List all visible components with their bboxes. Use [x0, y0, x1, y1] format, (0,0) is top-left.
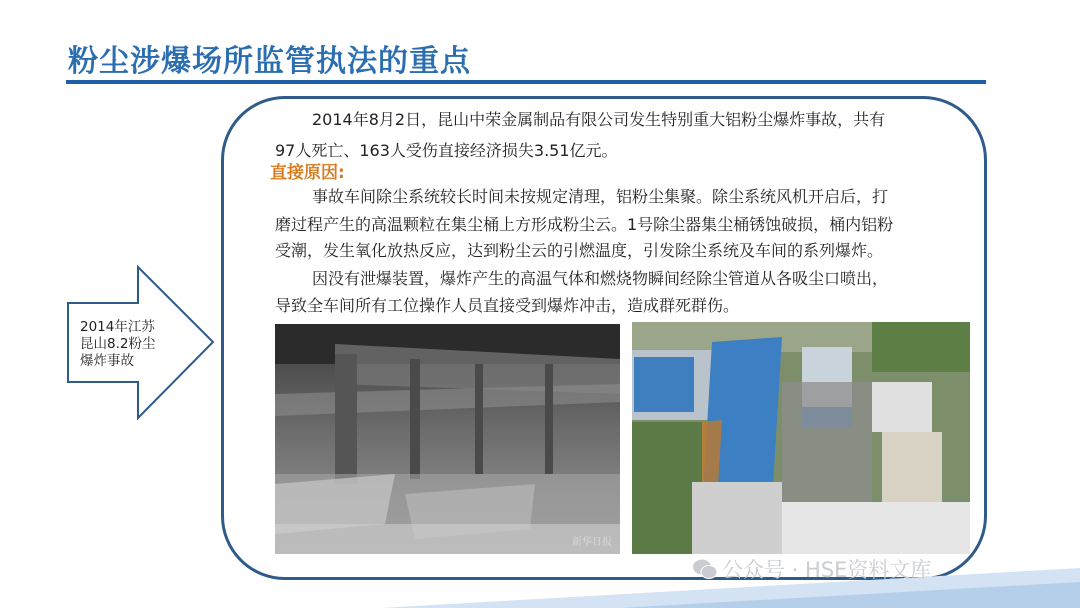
- cause-line-3: 受潮，发生氧化放热反应，达到粉尘云的引燃温度，引发除尘系统及车间的系列爆炸。: [275, 241, 884, 260]
- factory-aerial-photo: [632, 322, 970, 554]
- intro-line-2: 97人死亡、163人受伤直接经济损失3.51亿元。: [275, 141, 618, 160]
- cause-line-1: 事故车间除尘系统较长时间未按规定清理，铝粉尘集聚。除尘系统风机开启后，打: [312, 187, 889, 206]
- effect-line-2: 导致全车间所有工位操作人员直接受到爆炸冲击，造成群死群伤。: [275, 296, 740, 315]
- effect-line-1: 因没有泄爆装置，爆炸产生的高温气体和燃烧物瞬间经除尘管道从各吸尘口喷出，: [312, 269, 889, 288]
- wechat-icon: [692, 558, 718, 580]
- watermark-text: 公众号 · HSE资料文库: [722, 558, 932, 582]
- cause-line-2: 磨过程产生的高温颗粒在集尘桶上方形成粉尘云。1号除尘器集尘桶锈蚀破损，桶内铝粉: [275, 215, 894, 234]
- slide-title: 粉尘涉爆场所监管执法的重点: [68, 44, 471, 79]
- title-underline: [66, 80, 986, 84]
- arrow-label: 2014年江苏昆山8.2粉尘爆炸事故: [80, 319, 156, 369]
- photo-caption: 新华日报: [572, 537, 612, 548]
- workshop-interior-photo: [275, 324, 620, 554]
- cause-heading: 直接原因:: [270, 163, 345, 183]
- intro-line-1: 2014年8月2日，昆山中荣金属制品有限公司发生特别重大铝粉尘爆炸事故，共有: [312, 110, 886, 129]
